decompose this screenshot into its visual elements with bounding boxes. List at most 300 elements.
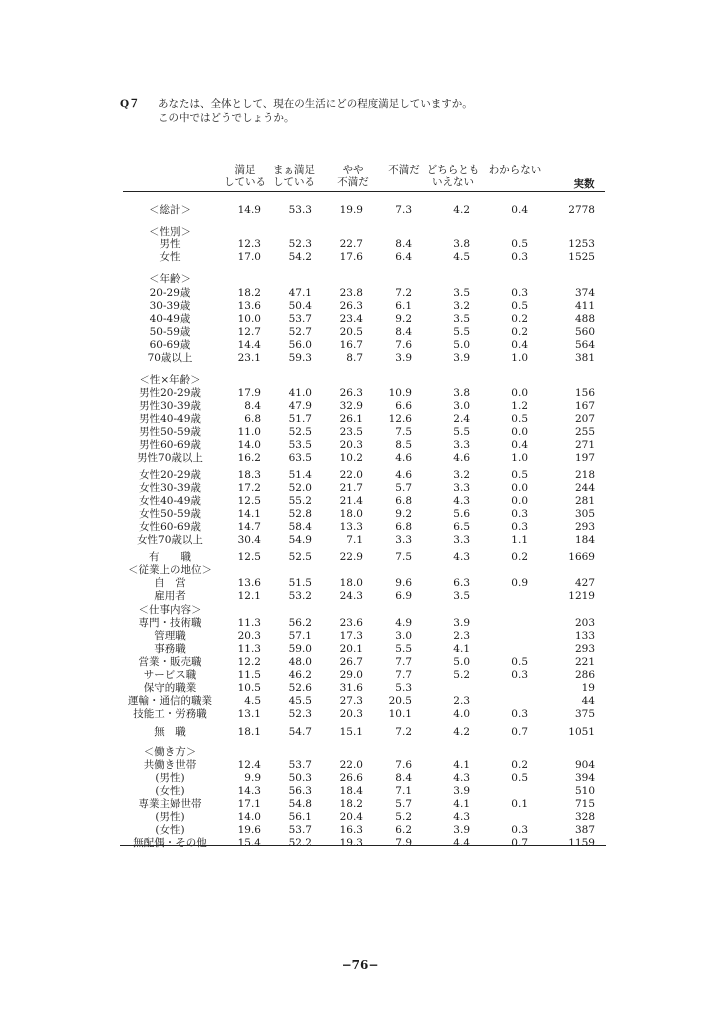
cell-col4: 8.4 <box>395 238 412 250</box>
row-label: 女性30-39歳 <box>139 482 201 494</box>
row-label: ＜仕事内容＞ <box>138 604 202 616</box>
cell-col2: 41.0 <box>288 387 312 399</box>
cell-col5: 5.5 <box>453 326 470 338</box>
cell-col4: 5.5 <box>395 643 412 655</box>
cell-col3: 17.3 <box>339 630 363 642</box>
cell-col6: 0.3 <box>511 508 528 520</box>
cell-col5: 3.3 <box>453 534 470 546</box>
row-label: ＜性別＞ <box>149 226 191 238</box>
cell-col1: 12.5 <box>237 551 261 563</box>
cell-col2: 56.3 <box>288 785 312 797</box>
row-label: 雇用者 <box>154 590 186 602</box>
cell-col4: 7.5 <box>395 551 412 563</box>
cell-col3: 26.7 <box>339 656 363 668</box>
cell-col1: 16.2 <box>237 452 261 464</box>
table-row <box>0 604 725 617</box>
table-row <box>0 669 725 682</box>
cell-col2: 51.7 <box>288 413 312 425</box>
cell-col2: 63.5 <box>288 452 312 464</box>
cell-col4: 12.6 <box>388 413 412 425</box>
row-label: 運輸・通信的職業 <box>128 695 212 707</box>
row-label: 男性60-69歳 <box>139 439 201 451</box>
table-row <box>0 772 725 785</box>
cell-col3: 20.5 <box>339 326 363 338</box>
cell-col6: 0.3 <box>511 287 528 299</box>
table-row <box>0 708 725 721</box>
cell-col6: 0.4 <box>511 339 528 351</box>
cell-col5: 4.1 <box>453 798 470 810</box>
cell-col6: 0.5 <box>511 300 528 312</box>
cell-col3: 24.3 <box>339 590 363 602</box>
row-label: 男性20-29歳 <box>139 387 201 399</box>
cell-col4: 9.2 <box>395 313 412 325</box>
cell-col3: 23.6 <box>339 617 363 629</box>
table-row <box>0 695 725 708</box>
table-row <box>0 643 725 656</box>
cell-col2: 52.0 <box>288 482 312 494</box>
cell-col1: 14.7 <box>237 521 261 533</box>
cell-col4: 7.6 <box>395 759 412 771</box>
cell-col4: 6.6 <box>395 400 412 412</box>
table-row <box>0 482 725 495</box>
question-number: Q７ <box>120 98 140 110</box>
cell-col1: 10.0 <box>237 313 261 325</box>
cell-col4: 6.8 <box>395 495 412 507</box>
cell-col4: 7.3 <box>395 204 412 216</box>
cell-col4: 8.4 <box>395 772 412 784</box>
row-label: 男性50-59歳 <box>139 426 201 438</box>
row-label: 共働き世帯 <box>143 759 197 771</box>
table-row <box>0 521 725 534</box>
cell-col3: 20.3 <box>339 439 363 451</box>
cell-col5: 3.0 <box>453 400 470 412</box>
cell-col5: 3.9 <box>453 352 470 364</box>
table-row <box>0 746 725 759</box>
cell-col1: 19.6 <box>237 824 261 836</box>
cell-col4: 7.7 <box>395 669 412 681</box>
table-row <box>0 551 725 564</box>
cell-col1: 11.3 <box>237 617 261 629</box>
cell-col6: 0.4 <box>511 204 528 216</box>
row-label: 技能工・労務職 <box>133 708 207 720</box>
cell-col6: 0.2 <box>511 551 528 563</box>
cell-col7: 387 <box>574 824 595 836</box>
cell-col6: 0.5 <box>511 413 528 425</box>
cell-col3: 23.4 <box>339 313 363 325</box>
table-row <box>0 656 725 669</box>
cell-col6: 0.3 <box>511 669 528 681</box>
row-label: 事務職 <box>154 643 186 655</box>
cell-col5: 4.2 <box>453 726 470 738</box>
cell-col2: 53.7 <box>288 759 312 771</box>
cell-col1: 9.9 <box>244 772 261 784</box>
cell-col4: 10.1 <box>388 708 412 720</box>
cell-col4: 8.5 <box>395 439 412 451</box>
col4-header-line1: 不満だ <box>388 164 420 176</box>
cell-col4: 7.2 <box>395 287 412 299</box>
cell-col7: 167 <box>574 400 595 412</box>
cell-col4: 5.7 <box>395 482 412 494</box>
cell-col2: 55.2 <box>288 495 312 507</box>
cell-col1: 18.1 <box>237 726 261 738</box>
cell-col5: 2.3 <box>453 630 470 642</box>
cell-col3: 26.6 <box>339 772 363 784</box>
cell-col1: 20.3 <box>237 630 261 642</box>
cell-col2: 51.4 <box>288 469 312 481</box>
table-row <box>0 300 725 313</box>
cell-col3: 10.2 <box>339 452 363 464</box>
cell-col5: 6.5 <box>453 521 470 533</box>
row-label: サービス職 <box>143 669 197 681</box>
cell-col6: 0.2 <box>511 326 528 338</box>
cell-col1: 8.4 <box>244 400 261 412</box>
cell-col2: 52.3 <box>288 708 312 720</box>
cell-col3: 23.5 <box>339 426 363 438</box>
table-row <box>0 273 725 286</box>
table-row <box>0 238 725 251</box>
cell-col5: 4.3 <box>453 811 470 823</box>
cell-col7: 564 <box>574 339 595 351</box>
cell-col6: 0.2 <box>511 313 528 325</box>
col6-header-line1: わからない <box>488 164 542 176</box>
cell-col3: 21.7 <box>339 482 363 494</box>
table-row <box>0 452 725 465</box>
cell-col1: 13.6 <box>237 577 261 589</box>
table-row <box>0 811 725 824</box>
cell-col5: 4.4 <box>453 837 470 849</box>
cell-col4: 6.2 <box>395 824 412 836</box>
table-row <box>0 837 725 850</box>
cell-col5: 3.9 <box>453 617 470 629</box>
cell-col4: 7.9 <box>395 837 412 849</box>
cell-col7: 1253 <box>568 238 595 250</box>
table-row <box>0 577 725 590</box>
cell-col2: 57.1 <box>288 630 312 642</box>
cell-col4: 7.2 <box>395 726 412 738</box>
table-row <box>0 495 725 508</box>
row-label: 女性50-59歳 <box>139 508 201 520</box>
cell-col1: 17.2 <box>237 482 261 494</box>
cell-col2: 50.4 <box>288 300 312 312</box>
cell-col1: 12.3 <box>237 238 261 250</box>
cell-col1: 6.8 <box>244 413 261 425</box>
cell-col6: 0.3 <box>511 521 528 533</box>
cell-col4: 5.7 <box>395 798 412 810</box>
cell-col5: 3.8 <box>453 387 470 399</box>
cell-col1: 18.3 <box>237 469 261 481</box>
cell-col3: 20.3 <box>339 708 363 720</box>
cell-col6: 0.7 <box>511 837 528 849</box>
cell-col2: 50.3 <box>288 772 312 784</box>
cell-col3: 21.4 <box>339 495 363 507</box>
cell-col7: 560 <box>574 326 595 338</box>
col7-header-line2: 実数 <box>573 178 595 190</box>
cell-col7: 293 <box>574 643 595 655</box>
cell-col1: 17.1 <box>237 798 261 810</box>
cell-col4: 9.6 <box>395 577 412 589</box>
col1-header-line1: 満足 <box>234 164 256 176</box>
table-row <box>0 508 725 521</box>
row-label: 男性30-39歳 <box>139 400 201 412</box>
cell-col6: 0.3 <box>511 824 528 836</box>
cell-col5: 3.8 <box>453 238 470 250</box>
cell-col2: 52.5 <box>288 551 312 563</box>
cell-col6: 0.5 <box>511 772 528 784</box>
cell-col2: 59.0 <box>288 643 312 655</box>
cell-col3: 19.9 <box>339 204 363 216</box>
row-label: 無配偶・その他 <box>133 837 207 849</box>
cell-col6: 1.0 <box>511 352 528 364</box>
cell-col1: 10.5 <box>237 682 261 694</box>
cell-col3: 16.7 <box>339 339 363 351</box>
col5-header-line1: どちらとも <box>426 164 480 176</box>
cell-col3: 18.0 <box>339 577 363 589</box>
cell-col6: 0.0 <box>511 387 528 399</box>
cell-col5: 5.2 <box>453 669 470 681</box>
cell-col2: 58.4 <box>288 521 312 533</box>
table-row <box>0 352 725 365</box>
cell-col4: 9.2 <box>395 508 412 520</box>
col1-header-line2: している <box>224 176 266 188</box>
cell-col3: 13.3 <box>339 521 363 533</box>
cell-col1: 14.3 <box>237 785 261 797</box>
cell-col4: 6.4 <box>395 251 412 263</box>
cell-col2: 56.2 <box>288 617 312 629</box>
cell-col7: 488 <box>574 313 595 325</box>
cell-col5: 3.3 <box>453 482 470 494</box>
cell-col5: 2.4 <box>453 413 470 425</box>
row-label: 女性60-69歳 <box>139 521 201 533</box>
cell-col4: 5.3 <box>395 682 412 694</box>
question-text-line2: この中ではどうでしょうか。 <box>158 112 295 124</box>
cell-col7: 286 <box>574 669 595 681</box>
cell-col7: 510 <box>574 785 595 797</box>
cell-col6: 0.7 <box>511 726 528 738</box>
table-row <box>0 400 725 413</box>
cell-col2: 59.3 <box>288 352 312 364</box>
cell-col6: 0.0 <box>511 495 528 507</box>
cell-col7: 1159 <box>568 837 595 849</box>
cell-col2: 48.0 <box>288 656 312 668</box>
cell-col6: 1.1 <box>511 534 528 546</box>
cell-col1: 17.9 <box>237 387 261 399</box>
cell-col3: 26.3 <box>339 300 363 312</box>
row-label: 60-69歳 <box>149 339 191 351</box>
cell-col1: 4.5 <box>244 695 261 707</box>
cell-col5: 4.0 <box>453 708 470 720</box>
table-row <box>0 204 725 217</box>
cell-col4: 7.7 <box>395 656 412 668</box>
cell-col4: 7.1 <box>395 785 412 797</box>
cell-col2: 52.5 <box>288 426 312 438</box>
cell-col2: 47.1 <box>288 287 312 299</box>
cell-col3: 18.0 <box>339 508 363 520</box>
cell-col3: 8.7 <box>346 352 363 364</box>
cell-col7: 411 <box>574 300 595 312</box>
cell-col7: 375 <box>574 708 595 720</box>
cell-col7: 133 <box>574 630 595 642</box>
cell-col2: 51.5 <box>288 577 312 589</box>
cell-col7: 255 <box>574 426 595 438</box>
row-label: 女性20-29歳 <box>139 469 201 481</box>
cell-col1: 17.0 <box>237 251 261 263</box>
cell-col7: 1219 <box>568 590 595 602</box>
row-label: 男性70歳以上 <box>137 452 203 464</box>
cell-col2: 46.2 <box>288 669 312 681</box>
cell-col7: 1669 <box>568 551 595 563</box>
cell-col4: 6.1 <box>395 300 412 312</box>
cell-col1: 12.2 <box>237 656 261 668</box>
table-row <box>0 439 725 452</box>
cell-col2: 54.8 <box>288 798 312 810</box>
cell-col2: 54.9 <box>288 534 312 546</box>
table-row <box>0 339 725 352</box>
cell-col2: 53.7 <box>288 824 312 836</box>
cell-col7: 156 <box>574 387 595 399</box>
row-label: 女性40-49歳 <box>139 495 201 507</box>
page-number: −76− <box>341 958 379 972</box>
col2-header-line1: まぁ満足 <box>273 164 315 176</box>
cell-col2: 52.7 <box>288 326 312 338</box>
cell-col3: 15.1 <box>339 726 363 738</box>
cell-col1: 18.2 <box>237 287 261 299</box>
cell-col4: 4.9 <box>395 617 412 629</box>
cell-col6: 0.1 <box>511 798 528 810</box>
row-label: ＜年齢＞ <box>149 273 191 285</box>
table-row <box>0 426 725 439</box>
cell-col7: 381 <box>574 352 595 364</box>
cell-col3: 22.0 <box>339 759 363 771</box>
cell-col3: 19.3 <box>339 837 363 849</box>
table-row <box>0 759 725 772</box>
row-label: 女性70歳以上 <box>137 534 203 546</box>
cell-col7: 197 <box>574 452 595 464</box>
cell-col4: 6.8 <box>395 521 412 533</box>
row-label: 有 職 <box>149 551 191 563</box>
cell-col5: 3.9 <box>453 785 470 797</box>
cell-col6: 0.9 <box>511 577 528 589</box>
cell-col4: 3.3 <box>395 534 412 546</box>
cell-col3: 26.3 <box>339 387 363 399</box>
cell-col2: 52.8 <box>288 508 312 520</box>
cell-col7: 221 <box>574 656 595 668</box>
table-header <box>0 0 725 200</box>
cell-col7: 218 <box>574 469 595 481</box>
cell-col5: 6.3 <box>453 577 470 589</box>
cell-col1: 12.1 <box>237 590 261 602</box>
cell-col1: 12.7 <box>237 326 261 338</box>
cell-col2: 54.2 <box>288 251 312 263</box>
cell-col1: 23.1 <box>237 352 261 364</box>
cell-col5: 4.3 <box>453 495 470 507</box>
cell-col5: 4.1 <box>453 643 470 655</box>
cell-col4: 20.5 <box>388 695 412 707</box>
row-label: (女性) <box>155 785 185 797</box>
cell-col3: 32.9 <box>339 400 363 412</box>
cell-col5: 4.3 <box>453 772 470 784</box>
cell-col6: 1.0 <box>511 452 528 464</box>
cell-col7: 44 <box>581 695 595 707</box>
cell-col7: 2778 <box>568 204 595 216</box>
cell-col6: 0.5 <box>511 469 528 481</box>
cell-col3: 17.6 <box>339 251 363 263</box>
cell-col1: 12.5 <box>237 495 261 507</box>
cell-col2: 52.2 <box>288 837 312 849</box>
cell-col1: 14.1 <box>237 508 261 520</box>
cell-col1: 14.9 <box>237 204 261 216</box>
cell-col7: 203 <box>574 617 595 629</box>
cell-col6: 0.5 <box>511 656 528 668</box>
row-label: 専門・技術職 <box>138 617 202 629</box>
col5-header-line2: いえない <box>432 176 474 188</box>
row-label: ＜性×年齢＞ <box>139 374 201 386</box>
cell-col4: 6.9 <box>395 590 412 602</box>
table-row <box>0 785 725 798</box>
row-label: 70歳以上 <box>147 352 193 364</box>
cell-col7: 281 <box>574 495 595 507</box>
cell-col2: 53.2 <box>288 590 312 602</box>
cell-col3: 20.4 <box>339 811 363 823</box>
header-rule <box>123 191 605 192</box>
cell-col3: 27.3 <box>339 695 363 707</box>
cell-col1: 14.0 <box>237 439 261 451</box>
cell-col7: 207 <box>574 413 595 425</box>
table-row <box>0 469 725 482</box>
cell-col5: 4.5 <box>453 251 470 263</box>
row-label: (女性) <box>155 824 185 836</box>
table-row <box>0 682 725 695</box>
cell-col7: 1525 <box>568 251 595 263</box>
cell-col3: 18.2 <box>339 798 363 810</box>
cell-col5: 5.0 <box>453 339 470 351</box>
row-label: 専業主婦世帯 <box>138 798 202 810</box>
row-label: 30-39歳 <box>149 300 191 312</box>
table-row <box>0 413 725 426</box>
cell-col3: 22.0 <box>339 469 363 481</box>
cell-col4: 8.4 <box>395 326 412 338</box>
cell-col7: 184 <box>574 534 595 546</box>
table-row <box>0 387 725 400</box>
row-label: 保守的職業 <box>143 682 197 694</box>
cell-col5: 3.2 <box>453 469 470 481</box>
cell-col6: 0.4 <box>511 439 528 451</box>
table-row <box>0 590 725 603</box>
row-label: (男性) <box>155 811 185 823</box>
table-row <box>0 617 725 630</box>
cell-col3: 18.4 <box>339 785 363 797</box>
cell-col5: 3.5 <box>453 313 470 325</box>
row-label: 50-59歳 <box>149 326 191 338</box>
cell-col2: 52.6 <box>288 682 312 694</box>
cell-col3: 7.1 <box>346 534 363 546</box>
cell-col1: 11.5 <box>237 669 261 681</box>
cell-col4: 3.0 <box>395 630 412 642</box>
cell-col2: 56.0 <box>288 339 312 351</box>
cell-col6: 0.0 <box>511 426 528 438</box>
row-label: 男性40-49歳 <box>139 413 201 425</box>
table-row <box>0 726 725 739</box>
table-row <box>0 251 725 264</box>
row-label: ＜働き方＞ <box>143 746 197 758</box>
cell-col5: 2.3 <box>453 695 470 707</box>
cell-col2: 54.7 <box>288 726 312 738</box>
cell-col7: 19 <box>581 682 595 694</box>
col2-header-line2: している <box>273 176 315 188</box>
cell-col5: 4.3 <box>453 551 470 563</box>
col3-header-line2: 不満だ <box>337 176 369 188</box>
cell-col5: 3.2 <box>453 300 470 312</box>
cell-col5: 4.1 <box>453 759 470 771</box>
